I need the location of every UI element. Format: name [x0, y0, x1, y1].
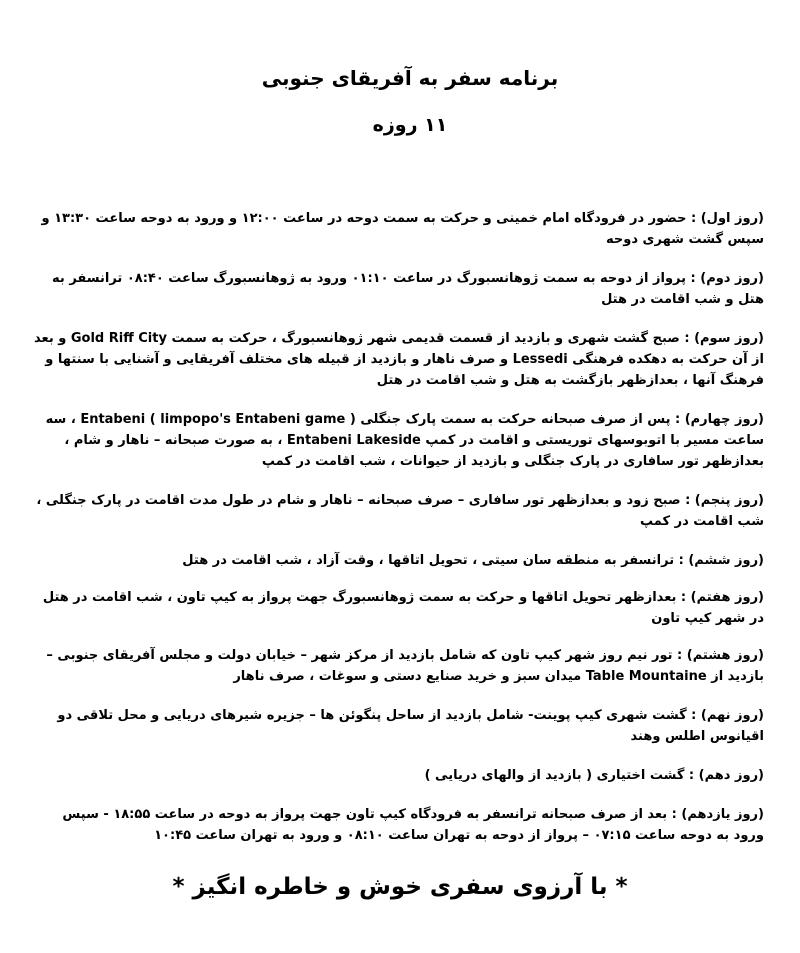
document-title: برنامه سفر به آفریقای جنوبی	[261, 66, 559, 90]
document-subtitle: ۱۱ روزه	[372, 114, 448, 136]
day-10-paragraph: (روز دهم) : گشت اختیاری ( بازدید از والهای دریایی )	[424, 768, 764, 783]
day-9-paragraph: (روز نهم) : گشت شهری کیپ پوینت- شامل بازدید از ساحل پنگوئن ها – جزیره شیرهای دریایی و محل تلاقی دو اقیانوس اطلس وهند	[57, 708, 764, 744]
day-4-paragraph: (روز چهارم) : پس از صرف صبحانه حرکت به سمت پارک جنگلی ( Entabeni ( limpopo's Entabeni game ، سه ساعت مسیر با اتوبوسهای توریستی و اقامت در کمپ Entabeni Lakeside ، به صورت صبحانه – ناهار و شام ، بعدازظهر تور سافاری در پارک جنگلی و بازدید از حیوانات ، شب اقامت در کمپ	[45, 412, 764, 469]
day-2-paragraph: (روز دوم) : پرواز از دوحه به سمت ژوهانسبورگ در ساعت ۰۱:۱۰ ورود به ژوهانسبورگ ساعت ۰۸:۴۰ ترانسفر به هتل و شب اقامت در هتل	[52, 271, 764, 307]
day-7-paragraph: (روز هفتم) : بعدازظهر تحویل اتاقها و حرکت به سمت ژوهانسبورگ جهت پرواز به کیپ تاون ، شب اقامت در هتل در شهر کیپ تاون	[42, 590, 764, 626]
day-5-paragraph: (روز پنجم) : صبح زود و بعدازظهر تور سافاری – صرف صبحانه – ناهار و شام در طول مدت اقامت در پارک جنگلی ، شب اقامت در کمپ	[36, 493, 764, 529]
day-3-paragraph: (روز سوم) : صبح گشت شهری و بازدید از قسمت قدیمی شهر ژوهانسبورگ ، حرکت به سمت Gold Riff City و بعد از آن حرکت به دهکده فرهنگی Lessedi و صرف ناهار و بازدید از قبیله های مختلف آفریقایی و آشنایی با سنتها و فرهنگ آنها ، بعدازظهر بازگشت به هتل و شب اقامت در هتل	[33, 331, 764, 388]
day-8-paragraph: (روز هشتم) : تور نیم روز شهر کیپ تاون که شامل بازدید از مرکز شهر – خیابان دولت و مجلس آفریقای جنوبی – بازدید از Table Mountaine میدان سبز و خرید صنایع دستی و سوغات ، صرف ناهار	[46, 648, 764, 684]
day-1-paragraph: (روز اول) : حضور در فرودگاه امام خمینی و حرکت به سمت دوحه در ساعت ۱۲:۰۰ و ورود به دوحه ساعت ۱۳:۳۰ و سپس گشت شهری دوحه	[41, 211, 764, 247]
day-6-paragraph: (روز ششم) : ترانسفر به منطقه سان سیتی ، تحویل اتاقها ، وقت آزاد ، شب اقامت در هتل	[182, 553, 764, 568]
itinerary-list	[34, 208, 764, 864]
closing-wish: * با آرزوی سفری خوش و خاطره انگیز *	[172, 874, 628, 900]
day-11-paragraph: (روز یازدهم) : بعد از صرف صبحانه ترانسفر به فرودگاه کیپ تاون جهت پرواز به دوحه در ساعت ۱۸:۵۵ - سپس ورود به دوحه ساعت ۰۷:۱۵ – پرواز از دوحه به تهران ساعت ۰۸:۱۰ و ورود به تهران ساعت ۱۰:۴۵	[62, 807, 764, 843]
